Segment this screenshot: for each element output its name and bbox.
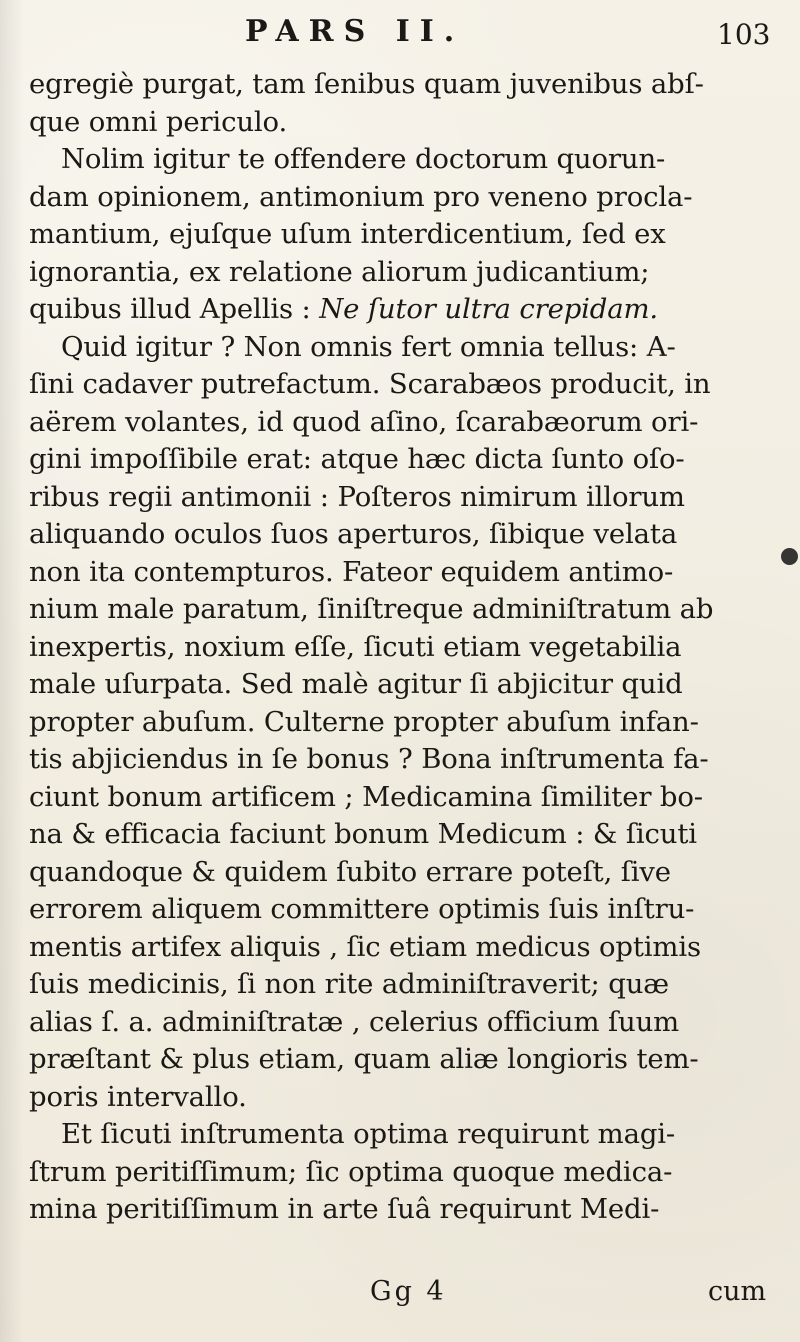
catchword: cum — [708, 1276, 767, 1307]
text-line: aliquando oculos ſuos aperturos, ſibique velata — [29, 518, 678, 550]
text-line: quandoque & quidem ſubito errare poteſt, ſive — [29, 855, 671, 888]
text-line: male uſurpata. Sed malè agitur ſi abjicitur quid — [29, 668, 683, 700]
text-line: inexpertis, noxium eſſe, ſicuti etiam vegetabilia — [29, 630, 682, 663]
text-line: ſtrum peritiſſimum; ſic optima quoque medica- — [29, 1155, 673, 1188]
text-line: errorem aliquem committere optimis ſuis inſtru- — [29, 893, 695, 925]
quote-intro: quibus illud Apellis : — [29, 293, 311, 325]
text-line: ignorantia, ex relatione aliorum judicantium; — [29, 255, 650, 288]
page-number: 103 — [717, 18, 771, 51]
page-footer — [0, 1276, 800, 1312]
text-line: non ita contempturos. Fateor equidem antimo- — [29, 555, 674, 588]
gutter-shadow — [0, 0, 24, 1342]
text-line: mantium, ejuſque uſum interdicentium, ſed ex — [29, 218, 666, 250]
text-line: ſuis medicinis, ſi non rite adminiſtraverit; quæ — [29, 968, 669, 1000]
text-line: tis abjiciendus in ſe bonus ? Bona inſtrumenta fa- — [29, 743, 709, 775]
text-line: ribus regii antimonii : Poſteros nimirum illorum — [29, 480, 685, 513]
text-line: dam opinionem, antimonium pro veneno procla- — [29, 180, 693, 213]
text-line: aërem volantes, id quod aſino, ſcarabæorum ori- — [29, 405, 699, 438]
text-line: ciunt bonum artificem ; Medicamina ſimiliter bo- — [29, 780, 703, 813]
quote-line — [29, 291, 769, 329]
paragraph-start-line: Quid igitur ? Non omnis fert omnia tellus: A- — [61, 330, 676, 363]
italic-quote: Ne ſutor ultra crepidam. — [319, 293, 659, 325]
section-heading: PARS II. — [245, 14, 465, 49]
text-line: nium male paratum, ſiniſtreque adminiſtratum ab — [29, 593, 714, 625]
body-text — [29, 66, 769, 1229]
text-line: ſini cadaver putrefactum. Scarabæos producit, in — [29, 368, 711, 400]
paragraph-start-line: Et ſicuti inſtrumenta optima requirunt magi- — [61, 1118, 676, 1150]
text-line: mina peritiſſimum in arte ſuâ requirunt Medi- — [29, 1193, 660, 1225]
text-line: que omni periculo. — [29, 105, 288, 138]
text-line: præſtant & plus etiam, quam aliæ longioris tem- — [29, 1043, 699, 1075]
text-line: gini impoſſibile erat: atque hæc dicta ſunto oſo- — [29, 443, 685, 475]
text-line: mentis artifex aliquis , ſic etiam medicus optimis — [29, 930, 701, 963]
text-line: egregiè purgat, tam ſenibus quam juvenibus abſ- — [29, 68, 704, 100]
text-line: propter abuſum. Culterne propter abuſum infan- — [29, 705, 699, 738]
text-line: alias ſ. a. adminiſtratæ , celerius officium ſuum — [29, 1005, 680, 1038]
paragraph-start-line: Nolim igitur te offendere doctorum quorun- — [61, 143, 666, 175]
signature-mark: Gg 4 — [370, 1276, 447, 1307]
text-line: poris intervallo. — [29, 1080, 247, 1113]
running-head — [0, 10, 800, 58]
ink-spot — [781, 548, 798, 565]
text-line: na & efficacia faciunt bonum Medicum : & ſicuti — [29, 818, 697, 850]
